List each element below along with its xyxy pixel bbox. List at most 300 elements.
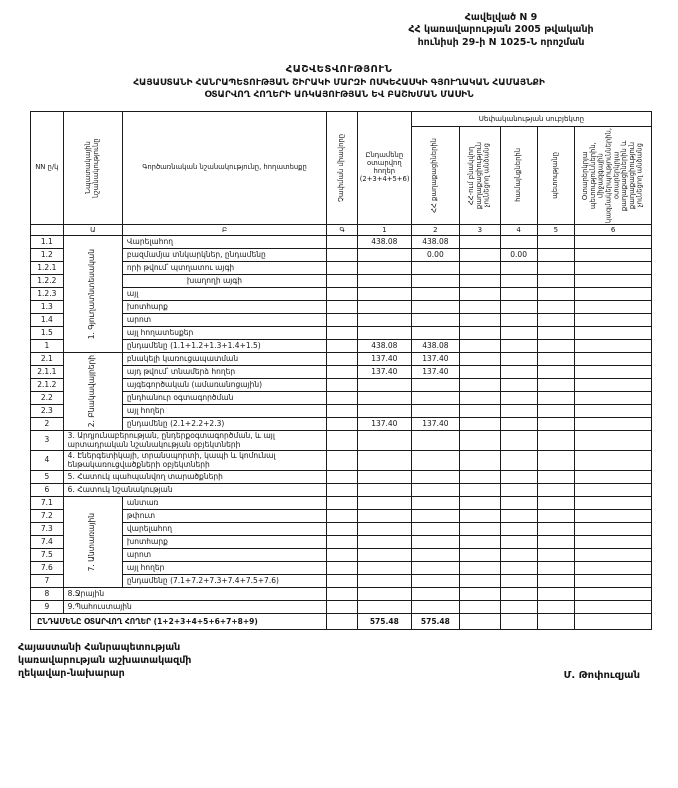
value-cell-2 [411,404,459,417]
value-cell-6 [575,562,652,575]
value-cell-3 [459,451,500,471]
subject-label: Օտարերկրյա պետություններին, միջազգային կազմակերպություններին, օտարերկրյա քաղաքացիներին և քաղաքացիություն չունեցող անձանց [580,127,644,223]
table-row [31,391,652,404]
row-number-cell: 1.5 [31,326,64,339]
value-cell-6 [575,248,652,261]
value-cell-5 [537,248,575,261]
signature-line-2: կառավարության աշխատակազմի [18,655,192,667]
value-cell-6 [575,430,652,450]
value-cell-4 [500,261,537,274]
value-cell-2 [411,510,459,523]
value-cell-5 [537,352,575,365]
land-type-cell: խոտհարք [122,536,326,549]
table-row [31,549,652,562]
table-row [31,417,652,430]
land-type-cell: խաղողի այգի [122,274,326,287]
row-number-cell: 2.2 [31,391,64,404]
value-cell-2 [411,326,459,339]
value-cell-5 [537,261,575,274]
table-row [31,430,652,450]
value-cell-6 [575,523,652,536]
grand-total-value-2: 575.48 [411,614,459,630]
value-cell-5 [537,326,575,339]
unit-cell [327,497,358,510]
row-number-cell: 5 [31,471,64,484]
unit-cell [327,614,358,630]
land-type-cell: 8.Ջրային [63,588,326,601]
value-cell-1 [357,378,411,391]
value-cell-1 [357,248,411,261]
value-cell-6 [575,451,652,471]
value-cell-6 [575,352,652,365]
grand-total-value-5 [537,614,575,630]
value-cell-2 [411,484,459,497]
land-type-cell: այլ հողատեսքեր [122,326,326,339]
land-type-cell: ընդամենը (7.1+7.2+7.3+7.4+7.5+7.6) [122,575,326,588]
value-cell-5 [537,365,575,378]
row-number-cell: 8 [31,588,64,601]
value-cell-2 [411,523,459,536]
value-cell-1 [357,287,411,300]
appendix-line-2: ՀՀ կառավարության 2005 թվականի [408,24,594,36]
value-cell-4 [500,274,537,287]
value-cell-5 [537,497,575,510]
unit-cell [327,536,358,549]
value-cell-4 [500,523,537,536]
value-cell-5 [537,300,575,313]
value-cell-5 [537,339,575,352]
row-number-cell: 1 [31,339,64,352]
row-number-cell: 7.3 [31,523,64,536]
value-cell-1 [357,562,411,575]
value-cell-5 [537,430,575,450]
table-row [31,484,652,497]
land-type-cell: այգեգործական (ամառանոցային) [122,378,326,391]
row-number-cell: 2.1 [31,352,64,365]
value-cell-4 [500,536,537,549]
unit-cell [327,549,358,562]
value-cell-3 [459,575,500,588]
table-row [31,326,652,339]
land-type-cell: այլ հողեր [122,562,326,575]
value-cell-5 [537,562,575,575]
table-row [31,274,652,287]
col-header-unit [327,111,358,224]
value-cell-2 [411,588,459,601]
value-cell-5 [537,575,575,588]
value-cell-4 [500,575,537,588]
value-cell-2 [411,562,459,575]
value-cell-3 [459,248,500,261]
purpose-group-cell [63,497,122,588]
value-cell-3 [459,365,500,378]
letter-cell: 3 [459,224,500,235]
value-cell-1 [357,484,411,497]
value-cell-2 [411,601,459,614]
value-cell-2: 137.40 [411,352,459,365]
value-cell-3 [459,339,500,352]
value-cell-4 [500,601,537,614]
value-cell-5 [537,313,575,326]
grand-total-row [31,614,652,630]
signature-line-1: Հայաստանի Հանրապետության [18,642,181,654]
unit-cell [327,248,358,261]
grand-total-value-6 [575,614,652,630]
value-cell-4 [500,484,537,497]
value-cell-6 [575,274,652,287]
value-cell-3 [459,588,500,601]
unit-cell [327,471,358,484]
value-cell-3 [459,300,500,313]
value-cell-5 [537,471,575,484]
value-cell-5 [537,235,575,248]
row-number-cell: 1.1 [31,235,64,248]
value-cell-6 [575,575,652,588]
value-cell-4 [500,497,537,510]
value-cell-5 [537,588,575,601]
value-cell-4 [500,313,537,326]
value-cell-6 [575,588,652,601]
table-row [31,497,652,510]
row-number-cell: 7 [31,575,64,588]
value-cell-4 [500,326,537,339]
letter-cell: Գ [327,224,358,235]
letter-cell: Ա [63,224,122,235]
table-row [31,261,652,274]
value-cell-5 [537,549,575,562]
report-title-line-3: ՕՏԱՐՎՈՂ ՀՈՂԵՐԻ ԱՌԿԱՅՈՒԹՅԱՆ ԵՎ ԲԱՇԽՄԱՆ ՄԱՍԻՆ [204,89,474,100]
land-type-cell: ընդհանուր օգտագործման [122,391,326,404]
col-header-subject-communities [500,126,537,224]
unit-cell [327,417,358,430]
col-header-purpose-label: Նպատակային նշանակությունը [83,138,100,198]
letter-cell: Բ [122,224,326,235]
row-number-cell: 1.2.2 [31,274,64,287]
value-cell-1 [357,391,411,404]
value-cell-6 [575,549,652,562]
land-type-cell: այլ [122,287,326,300]
table-row [31,451,652,471]
value-cell-1 [357,549,411,562]
value-cell-2 [411,391,459,404]
land-type-cell: 5. Հատուկ պահպանվող տարածքների [63,471,326,484]
col-header-unit-label: Չափման միավորը [337,133,346,202]
value-cell-6 [575,326,652,339]
value-cell-4 [500,300,537,313]
value-cell-2: 137.40 [411,365,459,378]
value-cell-3 [459,326,500,339]
value-cell-3 [459,235,500,248]
appendix-line-1: Հավելված N 9 [464,12,538,23]
value-cell-5 [537,274,575,287]
value-cell-6 [575,378,652,391]
unit-cell [327,588,358,601]
grand-total-value-4 [500,614,537,630]
value-cell-3 [459,274,500,287]
value-cell-4 [500,510,537,523]
value-cell-5 [537,417,575,430]
value-cell-1 [357,510,411,523]
unit-cell [327,326,358,339]
value-cell-5 [537,510,575,523]
table-row [31,287,652,300]
unit-cell [327,378,358,391]
value-cell-1 [357,274,411,287]
value-cell-1 [357,451,411,471]
report-title [14,63,664,101]
table-row [31,536,652,549]
value-cell-2: 137.40 [411,417,459,430]
land-type-cell: որի թվում՝ պտղատու այգի [122,261,326,274]
land-type-cell: 6. Հատուկ նշանակության [63,484,326,497]
signature-left [18,642,191,680]
land-type-cell: բնակելի կառուցապատման [122,352,326,365]
row-number-cell: 2.3 [31,404,64,417]
value-cell-2: 438.08 [411,235,459,248]
col-header-subject-citizens [411,126,459,224]
land-type-cell: անտառ [122,497,326,510]
letter-cell: 6 [575,224,652,235]
col-header-subject-noncitizens [459,126,500,224]
land-type-cell: 3. Արդյունաբերության, ընդերքօգտագործման, և այլ արտադրական նշանակության օբյեկտների [63,430,326,450]
value-cell-6 [575,601,652,614]
appendix-line-3: հունիսի 29-ի N 1025-Ն որոշման [417,36,585,48]
value-cell-5 [537,378,575,391]
value-cell-4 [500,588,537,601]
row-number-cell: 1.2 [31,248,64,261]
table-row [31,339,652,352]
grand-total-label: ԸՆԴԱՄԵՆԸ ՕՏԱՐՎՈՂ ՀՈՂԵՐ (1+2+3+4+5+6+7+8+9) [31,614,327,630]
col-header-purpose [63,111,122,224]
land-type-cell: 9.Պահուստային [63,601,326,614]
value-cell-2 [411,274,459,287]
value-cell-3 [459,471,500,484]
value-cell-5 [537,451,575,471]
unit-cell [327,391,358,404]
unit-cell [327,313,358,326]
unit-cell [327,601,358,614]
purpose-group-cell [63,352,122,430]
value-cell-4 [500,404,537,417]
value-cell-2 [411,430,459,450]
row-number-cell: 7.5 [31,549,64,562]
row-number-cell: 7.4 [31,536,64,549]
table-row [31,471,652,484]
col-header-nn: NN ը/կ [31,111,64,224]
value-cell-4 [500,235,537,248]
row-number-cell: 3 [31,430,64,450]
unit-cell [327,365,358,378]
unit-cell [327,484,358,497]
purpose-group-label: 2. Բնակավայրերի [87,355,97,428]
col-group-header: Սեփականության սուբյեկտը [411,111,651,126]
land-type-cell: արոտ [122,549,326,562]
row-number-cell: 1.3 [31,300,64,313]
grand-total-value-3 [459,614,500,630]
table-body [31,235,652,630]
value-cell-6 [575,471,652,484]
row-number-cell: 7.6 [31,562,64,575]
value-cell-1 [357,404,411,417]
table-row [31,235,652,248]
land-type-cell: ընդամենը (2.1+2.2+2.3) [122,417,326,430]
unit-cell [327,575,358,588]
value-cell-2 [411,471,459,484]
value-cell-5 [537,536,575,549]
value-cell-4 [500,451,537,471]
value-cell-3 [459,417,500,430]
table-row [31,378,652,391]
value-cell-3 [459,391,500,404]
appendix-block [366,12,636,49]
value-cell-5 [537,287,575,300]
unit-cell [327,510,358,523]
value-cell-3 [459,562,500,575]
value-cell-3 [459,261,500,274]
table-row [31,404,652,417]
value-cell-1 [357,300,411,313]
letter-cell: 2 [411,224,459,235]
signature-line-3: ղեկավար-նախարար [18,668,125,680]
row-number-cell: 2.1.1 [31,365,64,378]
table-row [31,588,652,601]
col-header-subject-state [537,126,575,224]
purpose-group-label: 1. Գյուղատնտեսական [87,248,97,340]
land-type-cell: այլ հողեր [122,404,326,417]
value-cell-3 [459,536,500,549]
value-cell-1: 137.40 [357,417,411,430]
letter-cell: 5 [537,224,575,235]
unit-cell [327,261,358,274]
value-cell-6 [575,261,652,274]
value-cell-5 [537,404,575,417]
value-cell-1 [357,497,411,510]
value-cell-4 [500,352,537,365]
unit-cell [327,300,358,313]
table-row [31,562,652,575]
value-cell-3 [459,484,500,497]
value-cell-1 [357,588,411,601]
value-cell-1: 438.08 [357,339,411,352]
value-cell-2 [411,287,459,300]
value-cell-1 [357,575,411,588]
table-row [31,352,652,365]
row-number-cell: 9 [31,601,64,614]
value-cell-6 [575,313,652,326]
subject-label: ՀՀ քաղաքացիներին [430,137,439,213]
value-cell-6 [575,536,652,549]
value-cell-1 [357,601,411,614]
table-row [31,523,652,536]
row-number-cell: 6 [31,484,64,497]
table-row [31,365,652,378]
value-cell-2 [411,300,459,313]
unit-cell [327,352,358,365]
value-cell-3 [459,523,500,536]
value-cell-4 [500,562,537,575]
value-cell-2: 0.00 [411,248,459,261]
value-cell-6 [575,365,652,378]
value-cell-4 [500,417,537,430]
unit-cell [327,562,358,575]
row-number-cell: 1.4 [31,313,64,326]
value-cell-3 [459,378,500,391]
value-cell-1: 438.08 [357,235,411,248]
value-cell-1 [357,471,411,484]
value-cell-6 [575,484,652,497]
value-cell-4 [500,430,537,450]
value-cell-2 [411,313,459,326]
col-header-total: Ընդամենը օտարվող հողեր (2+3+4+5+6) [357,111,411,224]
unit-cell [327,404,358,417]
row-number-cell: 2.1.2 [31,378,64,391]
value-cell-2 [411,378,459,391]
unit-cell [327,235,358,248]
land-type-cell: ընդամենը (1.1+1.2+1.3+1.4+1.5) [122,339,326,352]
value-cell-2 [411,451,459,471]
table-row [31,601,652,614]
value-cell-6 [575,404,652,417]
land-type-cell: այդ թվում՝ տնամերձ հողեր [122,365,326,378]
value-cell-2 [411,549,459,562]
row-number-cell: 7.1 [31,497,64,510]
signature-block [18,642,654,680]
row-number-cell: 7.2 [31,510,64,523]
value-cell-3 [459,313,500,326]
value-cell-5 [537,523,575,536]
col-header-subject-foreign [575,126,652,224]
value-cell-4 [500,471,537,484]
value-cell-3 [459,549,500,562]
value-cell-4 [500,391,537,404]
unit-cell [327,274,358,287]
grand-total-value-1: 575.48 [357,614,411,630]
land-type-cell: վարելահող [122,523,326,536]
land-type-cell: թփուտ [122,510,326,523]
value-cell-3 [459,404,500,417]
letter-cell [31,224,64,235]
value-cell-1 [357,523,411,536]
value-cell-1 [357,313,411,326]
value-cell-5 [537,601,575,614]
row-number-cell: 1.2.1 [31,261,64,274]
value-cell-6 [575,300,652,313]
land-type-cell: 4. Էներգետիկայի, տրանսպորտի, կապի և կոմունալ ենթակառուցվածքների օբյեկտների [63,451,326,471]
value-cell-4 [500,365,537,378]
value-cell-6 [575,417,652,430]
value-cell-1 [357,536,411,549]
row-number-cell: 1.2.3 [31,287,64,300]
report-title-line-1: ՀԱՇՎԵՏՎՈՒԹՅՈՒՆ [285,64,393,76]
unit-cell [327,451,358,471]
header-row-top [31,111,652,126]
land-type-cell: խոտհարք [122,300,326,313]
value-cell-6 [575,287,652,300]
row-number-cell: 2 [31,417,64,430]
subject-label: պետությանը [550,151,559,199]
value-cell-4 [500,378,537,391]
value-cell-6 [575,510,652,523]
unit-cell [327,523,358,536]
land-type-cell: բազմամյա տնկարկներ, ընդամենը [122,248,326,261]
value-cell-3 [459,352,500,365]
value-cell-1: 137.40 [357,365,411,378]
value-cell-2 [411,536,459,549]
subject-label: համայնքներին [513,148,522,203]
value-cell-3 [459,287,500,300]
table-row [31,575,652,588]
signature-name: Մ. Թոփուզյան [563,669,640,681]
